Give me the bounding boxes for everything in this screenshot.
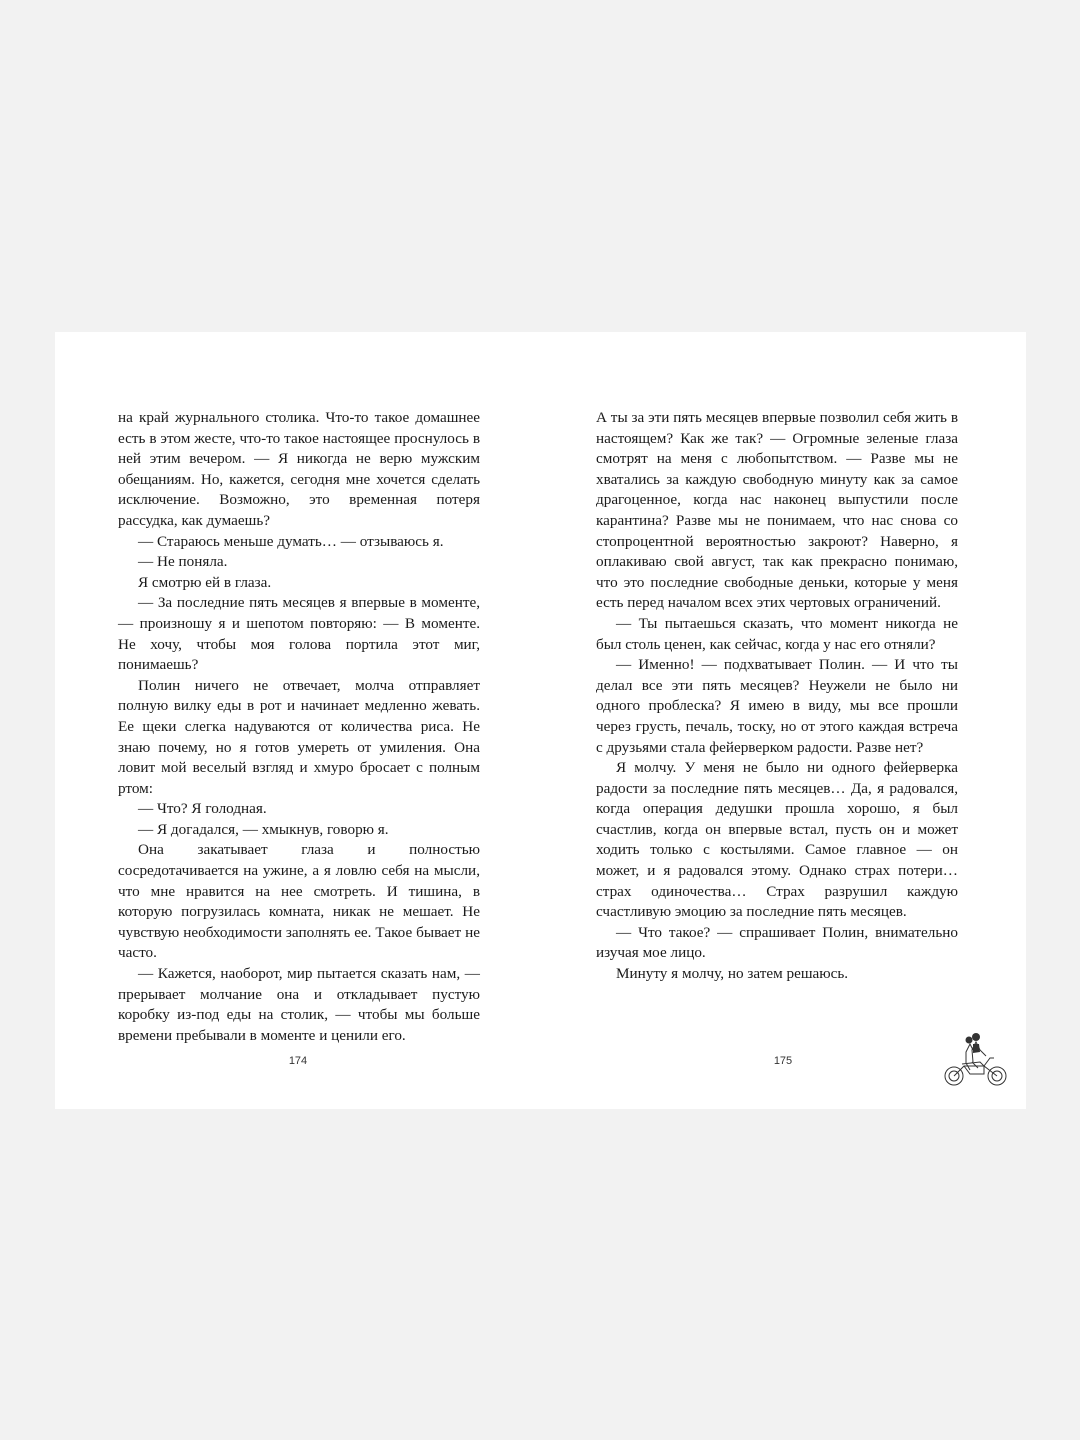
- paragraph: — Что такое? — спрашивает Полин, внимательно изучая мое лицо.: [596, 923, 958, 962]
- paragraph: Минуту я молчу, но затем решаюсь.: [616, 965, 849, 983]
- paragraph: — Не поняла.: [138, 553, 228, 571]
- paragraph: — Я догадался, — хмыкнув, говорю я.: [138, 820, 389, 838]
- paragraph: — Стараюсь меньше думать… — отзываюсь я.: [138, 532, 444, 550]
- paragraph: Она закатывает глаза и полностью сосредотачивается на ужине, а я ловлю себя на мысли, что мне нравится на нее смотреть. И тишина, в которую погрузилась комната, никак не мешает. Не чувствую необходимости заполнять ее. Такое бывает не часто.: [118, 841, 480, 962]
- paragraph: — Именно! — подхватывает Полин. — И что ты делал все эти пять месяцев? Неужели не было ни одного проблеска? Я имею в виду, мы все прошли через грусть, печаль, тоску, но от этого каждая встреча с друзьями стала фейерверком радости. Разве нет?: [596, 656, 958, 756]
- left-page-text: [118, 408, 480, 1046]
- page-number-right: 175: [773, 1055, 793, 1067]
- right-page-text: [596, 408, 958, 985]
- paragraph: Я молчу. У меня не было ни одного фейерверка радости за последние пять месяцев… Да, я радовался, когда операция дедушки прошла хорошо, я был счастлив, когда он впервые встал, пусть он и может ходить только с костылями. Самое главное — он может, и я радовался этому. Однако страх потери… страх одиночества… Страх разрушил каждую счастливую эмоцию за последние пять месяцев.: [596, 759, 958, 921]
- motorcycle-couple-icon: [940, 1022, 1010, 1092]
- right-page: [596, 408, 958, 985]
- book-spread: [55, 332, 1026, 1109]
- left-page: [118, 408, 480, 1046]
- paragraph: Я смотрю ей в глаза.: [138, 573, 272, 591]
- paragraph: Полин ничего не отвечает, молча отправляет полную вилку еды в рот и начинает медленно жевать. Ее щеки слегка надуваются от количества риса. Не знаю почему, но я готов умереть от умиления. Она ловит мой веселый взгляд и хмуро бросает с полным ртом:: [118, 676, 480, 797]
- paragraph: — Кажется, наоборот, мир пытается сказать нам, — прерывает молчание она и откладывает пустую коробку из-под еды на столик, — чтобы мы больше времени пребывали в моменте и ценили его.: [118, 965, 480, 1044]
- paragraph: А ты за эти пять месяцев впервые позволил себя жить в настоящем? Как же так? — Огромные зеленые глаза смотрят на меня с любопытством. — Разве мы не хватались за каждую свободную минуту как за самое драгоценное, когда нас наконец выпустили после карантина? Разве мы не понимаем, что нас снова со стопроцентной вероятностью закроют? Наверно, я оплакиваю свой август, так как прекрасно понимаю, что это последние свободные деньки, которые у меня есть перед началом всех этих чертовых ограничений.: [596, 409, 958, 612]
- paragraph: — Что? Я голодная.: [138, 800, 267, 818]
- page-number-left: 174: [288, 1055, 308, 1067]
- paragraph: — Ты пытаешься сказать, что момент никогда не был столь ценен, как сейчас, когда у нас его отняли?: [596, 614, 958, 653]
- paragraph: на край журнального столика. Что-то такое домашнее есть в этом жесте, что-то такое настоящее проснулось в ней этим вечером. — Я никогда не верю мужским обещаниям. Но, кажется, сегодня мне хочется сделать исключение. Возможно, это временная потеря рассудка, как думаешь?: [118, 409, 480, 529]
- paragraph: — За последние пять месяцев я впервые в моменте, — произношу я и шепотом повторяю: — В моменте. Не хочу, чтобы моя голова портила этот миг, понимаешь?: [118, 594, 480, 674]
